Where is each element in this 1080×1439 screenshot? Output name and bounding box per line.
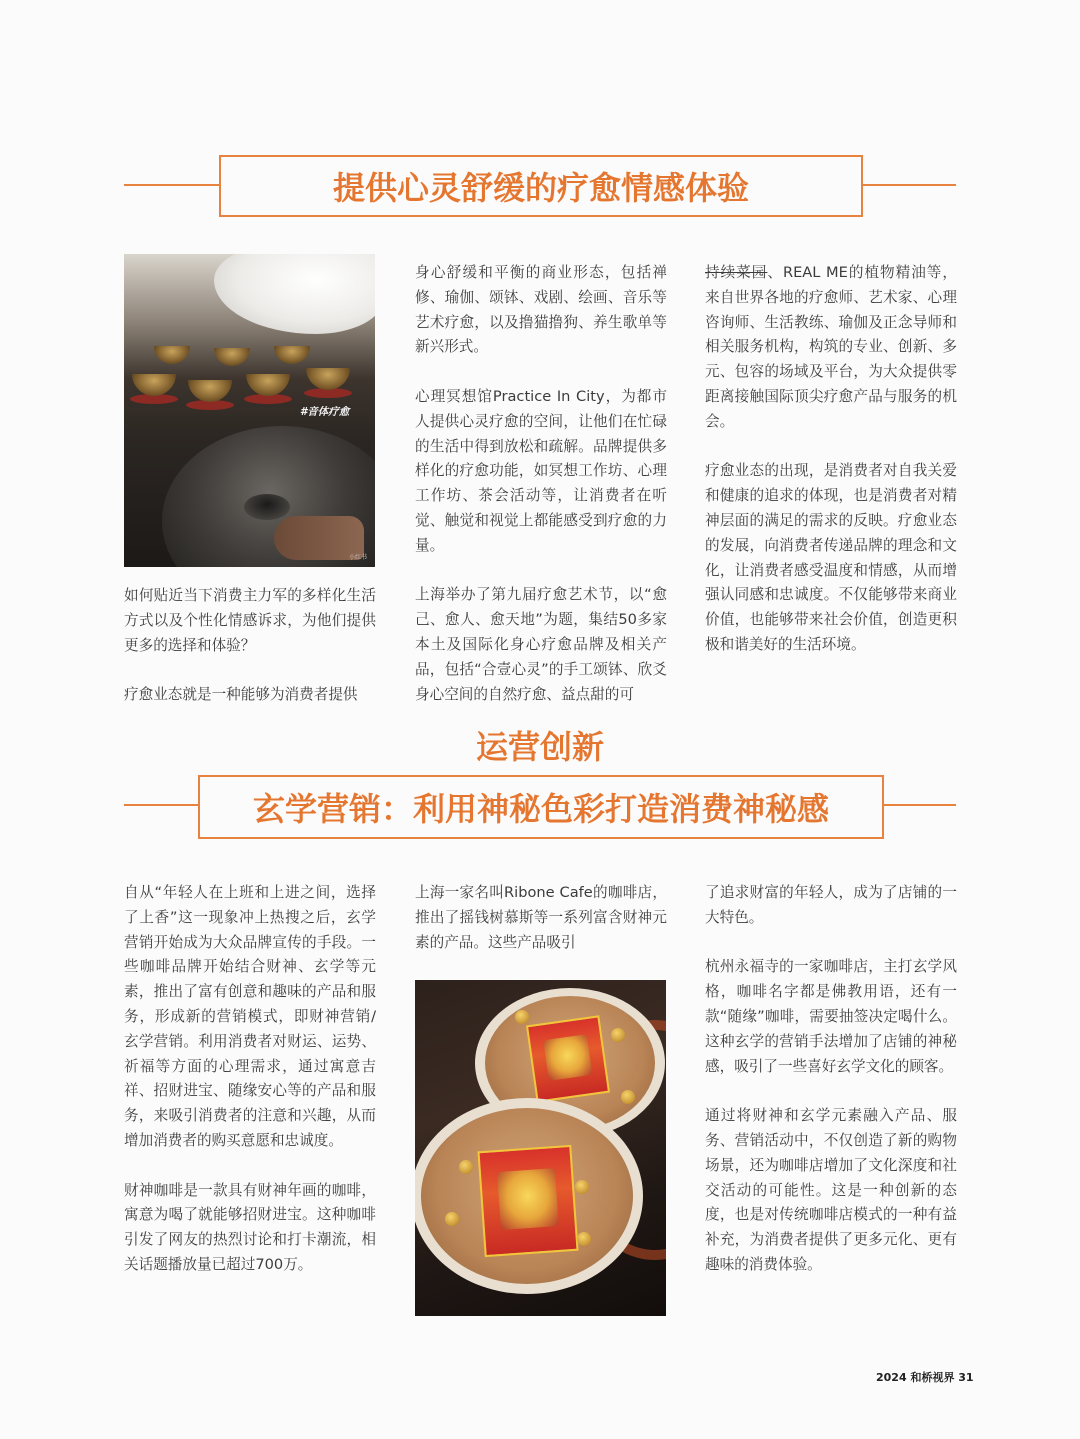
section-heading-metaphysics <box>198 775 884 839</box>
paragraph: 心理冥想馆Practice In City，为都市人提供心灵疗愈的空间，让他们在忙碌的生活中得到放松和疏解。品牌提供多样化的疗愈功能，如冥想工作坊、心理工作坊、茶会活动等，让消费者在听觉、触觉和视觉上都能感受到疗愈的力量。 <box>415 387 667 554</box>
struck-text: 持续菜园 <box>705 264 768 281</box>
handpan-dimple <box>244 494 290 520</box>
gold-coin <box>621 1090 635 1104</box>
photo-tag: #音体疗愈 <box>300 406 350 418</box>
gold-coin <box>459 1160 473 1174</box>
bowl <box>214 348 250 366</box>
gold-coin <box>611 1028 625 1042</box>
gold-coin <box>577 1232 591 1246</box>
bowl <box>154 346 190 364</box>
robe-shape <box>214 254 375 334</box>
paragraph: 如何贴近当下消费主力军的多样化生活方式以及个性化情感诉求，为他们提供更多的选择和体验？ <box>124 587 376 654</box>
bowl <box>188 380 232 402</box>
fortune-coffee-photo <box>415 980 666 1316</box>
section-title-operations: 运营创新 <box>475 728 604 766</box>
gold-coin <box>515 1010 529 1024</box>
paragraph <box>705 261 957 435</box>
bowl <box>306 368 350 390</box>
section-heading-metaphysics-text: 玄学营销：利用神秘色彩打造消费神秘感 <box>252 790 829 828</box>
paragraph: 上海一家名叫Ribone Cafe的咖啡店，推出了摇钱树慕斯等一系列富含财神元素的产品。这些产品吸引 <box>415 884 667 951</box>
heading-rule-left <box>124 804 200 806</box>
page-footer: 2024 和桥视界 31 <box>876 1371 974 1384</box>
fortune-god-card <box>477 1145 578 1257</box>
bowl <box>132 374 176 396</box>
bowl <box>274 346 310 364</box>
section-heading-healing-text: 提供心灵舒缓的疗愈情感体验 <box>332 169 749 207</box>
photo-watermark: 小红书 <box>348 554 367 561</box>
paragraph-rest: 、REAL ME的植物精油等，来自世界各地的疗愈师、艺术家、心理咨询师、生活教练、瑜伽及正念导师和相关服务机构，构筑的专业、创新、多元、包容的场域及平台，为大众提供零距离接触国际顶尖疗愈产品与服务的机会。 <box>705 264 957 430</box>
paragraph: 自从“年轻人在上班和上进之间，选择了上香”这一现象冲上热搜之后，玄学营销开始成为大众品牌宣传的手段。一些咖啡品牌开始结合财神、玄学等元素，推出了富有创意和趣味的产品和服务，形成新的营销模式，即财神营销/玄学营销。利用消费者对财运、运势、祈福等方面的心理需求，通过寓意吉祥、招财进宝、随缘安心等的产品和服务，来吸引消费者的注意和兴趣，从而增加消费者的购买意愿和忠诚度。 <box>124 884 376 1149</box>
section-heading-healing <box>219 155 863 217</box>
paragraph: 了追求财富的年轻人，成为了店铺的一大特色。 <box>705 884 957 926</box>
fortune-god-card <box>526 1015 610 1103</box>
paragraph: 杭州永福寺的一家咖啡店，主打玄学风格，咖啡名字都是佛教用语，还有一款“随缘”咖啡，需要抽签决定喝什么。这种玄学的营销手法增加了店铺的神秘感，吸引了一些喜好玄学文化的顾客。 <box>705 958 957 1075</box>
column-4 <box>124 881 376 1278</box>
column-6 <box>705 881 957 1278</box>
paragraph: 财神咖啡是一款具有财神年画的咖啡，寓意为喝了就能够招财进宝。这种咖啡引发了网友的热烈讨论和打卡潮流，相关话题播放量已超过700万。 <box>124 1181 376 1273</box>
column-2 <box>415 261 667 707</box>
paragraph: 身心舒缓和平衡的商业形态，包括禅修、瑜伽、颂钵、戏剧、绘画、音乐等艺术疗愈，以及撸猫撸狗、养生歌单等新兴形式。 <box>415 264 667 356</box>
gold-coin <box>445 1212 459 1226</box>
paragraph: 疗愈业态的出现，是消费者对自我关爱和健康的追求的体现，也是消费者对精神层面的满足的需求的反映。疗愈业态的发展，向消费者传递品牌的理念和文化，让消费者感受温度和情感，从而增强认同感和忠诚度。不仅能够带来商业价值，也能够带来社会价值，创造更积极和谐美好的生活环境。 <box>705 462 957 653</box>
column-3 <box>705 261 957 658</box>
gold-coin <box>575 1180 589 1194</box>
paragraph: 通过将财神和玄学元素融入产品、服务、营销活动中，不仅创造了新的购物场景，还为咖啡店增加了文化深度和社交活动的可能性。这是一种创新的态度，也是对传统咖啡店模式的一种有益补充，为消费者提供了更多元化、更有趣味的消费体验。 <box>705 1107 957 1273</box>
bowl <box>246 374 290 396</box>
singing-bowl-photo <box>124 254 375 567</box>
paragraph: 上海举办了第九届疗愈艺术节，以“愈己、愈人、愈天地”为题，集结50多家本土及国际化身心疗愈品牌及相关产品，包括“合壹心灵”的手工颂钵、欣爻身心空间的自然疗愈、益点甜的可 <box>415 586 667 703</box>
column-5 <box>415 881 667 955</box>
paragraph: 疗愈业态就是一种能够为消费者提供 <box>124 686 358 704</box>
heading-rule-right <box>880 804 956 806</box>
column-1 <box>124 584 376 708</box>
